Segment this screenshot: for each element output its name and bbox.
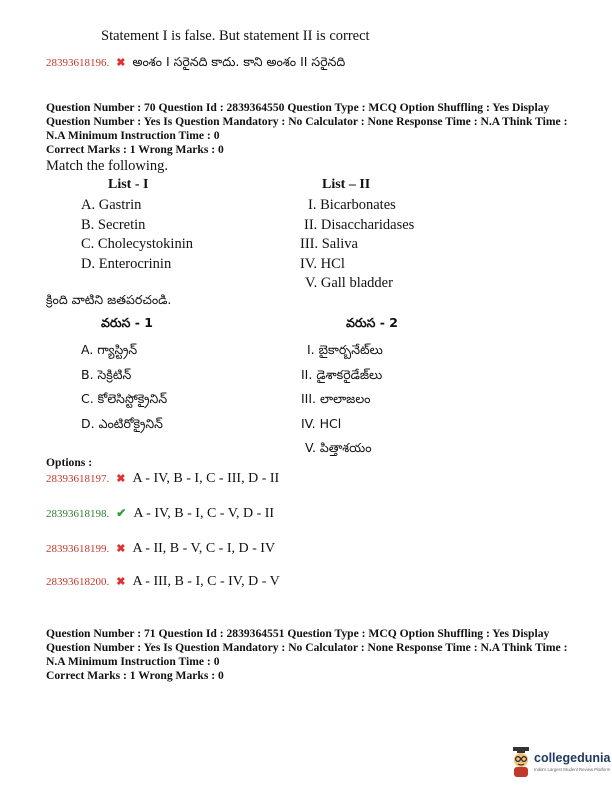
option-row[interactable]	[46, 53, 345, 73]
list1-item: A. Gastrin	[81, 197, 142, 213]
list2-title: List – II	[322, 177, 371, 192]
mascot-icon	[510, 747, 532, 777]
te-list2	[301, 338, 383, 461]
cross-icon: ✖	[116, 576, 126, 588]
option-id: 28393618200.	[46, 576, 110, 588]
list2-item: II. Disaccharidases	[304, 216, 415, 233]
question-prompt: Match the following.	[46, 158, 169, 174]
option-text: A - III, B - I, C - IV, D - V	[132, 574, 280, 589]
check-icon: ✔	[116, 506, 127, 520]
cross-icon: ✖	[116, 57, 126, 69]
te-list1-item: B. సెక్రిటిన్	[81, 366, 132, 382]
option-text: A - IV, B - I, C - III, D - II	[132, 471, 280, 486]
option-row-correct[interactable]	[46, 504, 274, 522]
option-row[interactable]	[46, 539, 275, 557]
te-list2-item: II. డైశాకరైడేజ్‌లు	[301, 366, 383, 382]
te-list2-item: IV. HCl	[301, 415, 342, 431]
meta-line: Question Number : 71 Question Id : 2839364551 Question Type : MCQ Option Shuffling : Yes Display	[46, 627, 550, 640]
collegedunia-logo	[510, 745, 611, 781]
te-list2-item: I. బైకార్బనేట్‌లు	[307, 342, 383, 357]
logo-tagline: India's Largest Student Review Platform	[534, 767, 611, 772]
meta-line: N.A Minimum Instruction Time : 0	[46, 655, 220, 668]
te-list1-item: A. గ్యాస్ట్రిన్	[81, 342, 138, 357]
option-row[interactable]	[46, 469, 279, 487]
logo-name: collegedunia	[534, 751, 611, 765]
meta-line: Question Number : Yes Is Question Mandatory : No Calculator : None Response Time : N.A Think Time :	[46, 641, 568, 654]
option-row[interactable]	[46, 572, 280, 590]
te-list2-item: III. లాలాజలం	[301, 391, 371, 406]
te-list1-item: C. కోలెసిస్టోక్రైనిన్	[81, 391, 168, 406]
statement-text: Statement I is false. But statement II is correct	[101, 28, 370, 44]
option-telugu-text: అంశం I సరైనది కాదు. కాని అంశం II సరైనది	[132, 54, 346, 69]
cross-icon: ✖	[116, 543, 126, 555]
option-text: A - II, B - V, C - I, D - IV	[132, 541, 276, 556]
marks-line: Correct Marks : 1 Wrong Marks : 0	[46, 143, 224, 156]
telugu-prompt: క్రింది వాటిని జతపరచండి.	[46, 292, 172, 307]
option-id: 28393618197.	[46, 473, 110, 485]
te-list1-title: వరుస - 1	[101, 315, 153, 330]
options-label: Options :	[46, 456, 93, 469]
meta-line: Question Number : 70 Question Id : 2839364550 Question Type : MCQ Option Shuffling : Yes Display	[46, 101, 550, 114]
te-list2-item: V. పిత్తాశయం	[305, 440, 372, 455]
list1-title: List - I	[108, 177, 149, 192]
list1	[81, 196, 193, 274]
list2	[300, 196, 414, 294]
list2-item: I. Bicarbonates	[308, 197, 396, 213]
option-id: 28393618196.	[46, 57, 110, 69]
meta-line: N.A Minimum Instruction Time : 0	[46, 129, 220, 142]
list2-item: IV. HCl	[300, 255, 345, 272]
cross-icon: ✖	[116, 473, 126, 485]
question-meta	[46, 101, 567, 157]
option-text: A - IV, B - I, C - V, D - II	[133, 506, 275, 521]
question-meta	[46, 627, 567, 683]
list1-item: B. Secretin	[81, 216, 146, 233]
meta-line: Question Number : Yes Is Question Mandatory : No Calculator : None Response Time : N.A Think Time :	[46, 115, 568, 128]
te-list2-title: వరుస - 2	[346, 315, 398, 330]
option-id: 28393618199.	[46, 543, 110, 555]
list2-item: III. Saliva	[300, 236, 358, 252]
list2-item: V. Gall bladder	[305, 275, 393, 291]
list1-item: D. Enterocrinin	[81, 255, 172, 272]
list1-item: C. Cholecystokinin	[81, 236, 193, 252]
te-list1	[81, 338, 167, 436]
option-id: 28393618198.	[46, 508, 110, 520]
te-list1-item: D. ఎంటిరోక్రైనిన్	[81, 415, 163, 431]
marks-line: Correct Marks : 1 Wrong Marks : 0	[46, 669, 224, 682]
